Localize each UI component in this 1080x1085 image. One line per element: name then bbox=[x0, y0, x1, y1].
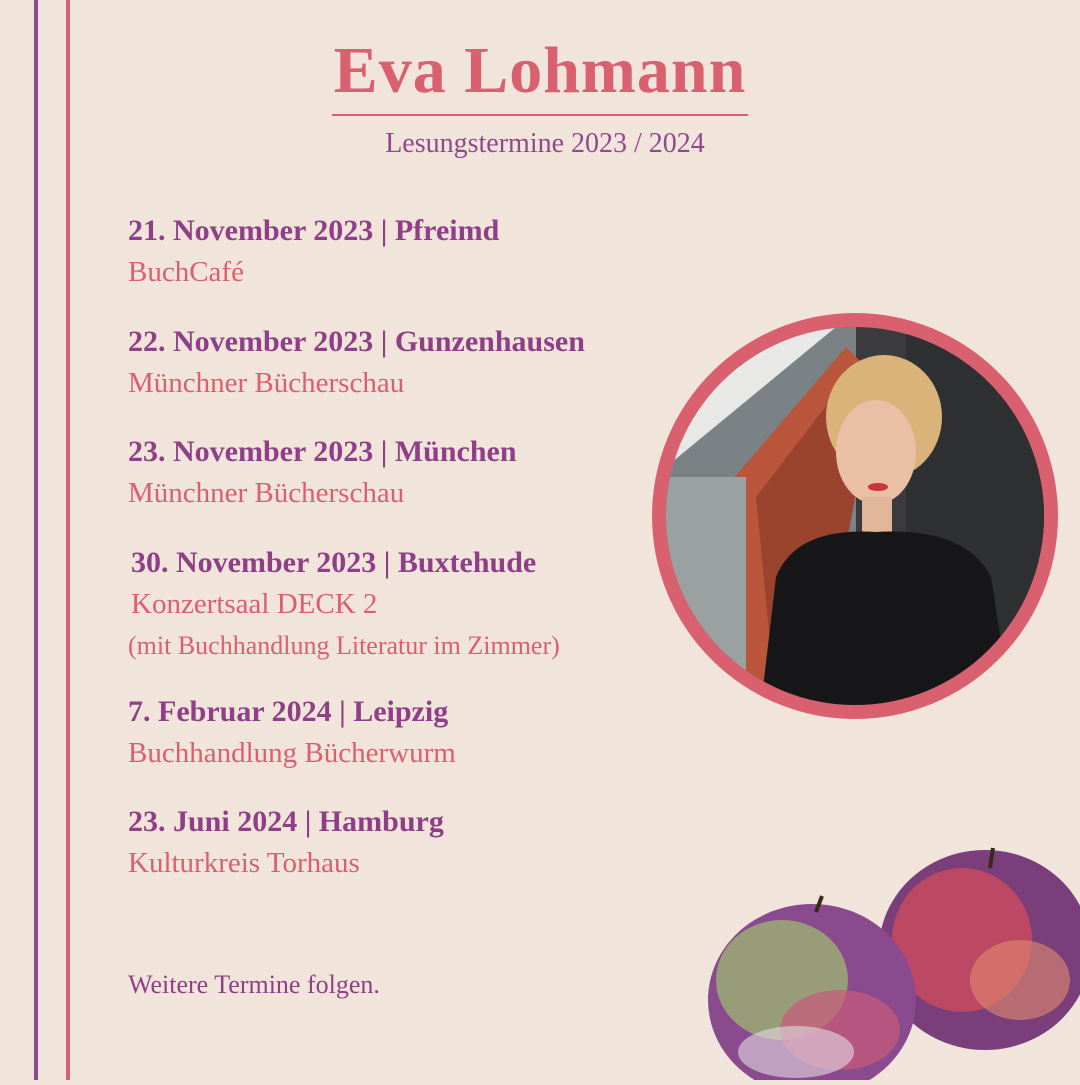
left-purple-rule bbox=[34, 0, 38, 1080]
event-title: 23. November 2023 | München bbox=[128, 435, 517, 468]
event-item bbox=[128, 324, 585, 401]
event-venue: Münchner Bücherschau bbox=[128, 477, 405, 509]
event-title: 30. November 2023 | Buxtehude bbox=[131, 546, 537, 579]
event-item bbox=[128, 213, 499, 290]
event-venue: Münchner Bücherschau bbox=[128, 367, 405, 399]
footer-note: Weitere Termine folgen. bbox=[128, 970, 380, 999]
event-note: (mit Buchhandlung Literatur im Zimmer) bbox=[128, 630, 560, 660]
event-title: 22. November 2023 | Gunzenhausen bbox=[128, 325, 585, 358]
event-item bbox=[128, 434, 517, 511]
header bbox=[0, 30, 1080, 160]
author-name: Eva Lohmann bbox=[332, 30, 749, 116]
event-item bbox=[128, 804, 444, 881]
event-title: 23. Juni 2024 | Hamburg bbox=[128, 805, 444, 838]
subtitle: Lesungstermine 2023 / 2024 bbox=[385, 128, 705, 159]
event-item bbox=[128, 694, 456, 771]
event-venue: BuchCafé bbox=[128, 256, 244, 288]
author-portrait-photo bbox=[666, 327, 1044, 705]
event-venue: Buchhandlung Bücherwurm bbox=[128, 737, 456, 769]
event-venue: Kulturkreis Torhaus bbox=[128, 847, 360, 879]
left-pink-rule bbox=[66, 0, 70, 1080]
event-item bbox=[128, 545, 560, 661]
event-title: 7. Februar 2024 | Leipzig bbox=[128, 695, 449, 728]
event-venue: Konzertsaal DECK 2 bbox=[131, 588, 378, 620]
apples-illustration bbox=[700, 840, 1080, 1080]
portrait-frame bbox=[652, 313, 1058, 719]
event-title: 21. November 2023 | Pfreimd bbox=[128, 214, 500, 247]
